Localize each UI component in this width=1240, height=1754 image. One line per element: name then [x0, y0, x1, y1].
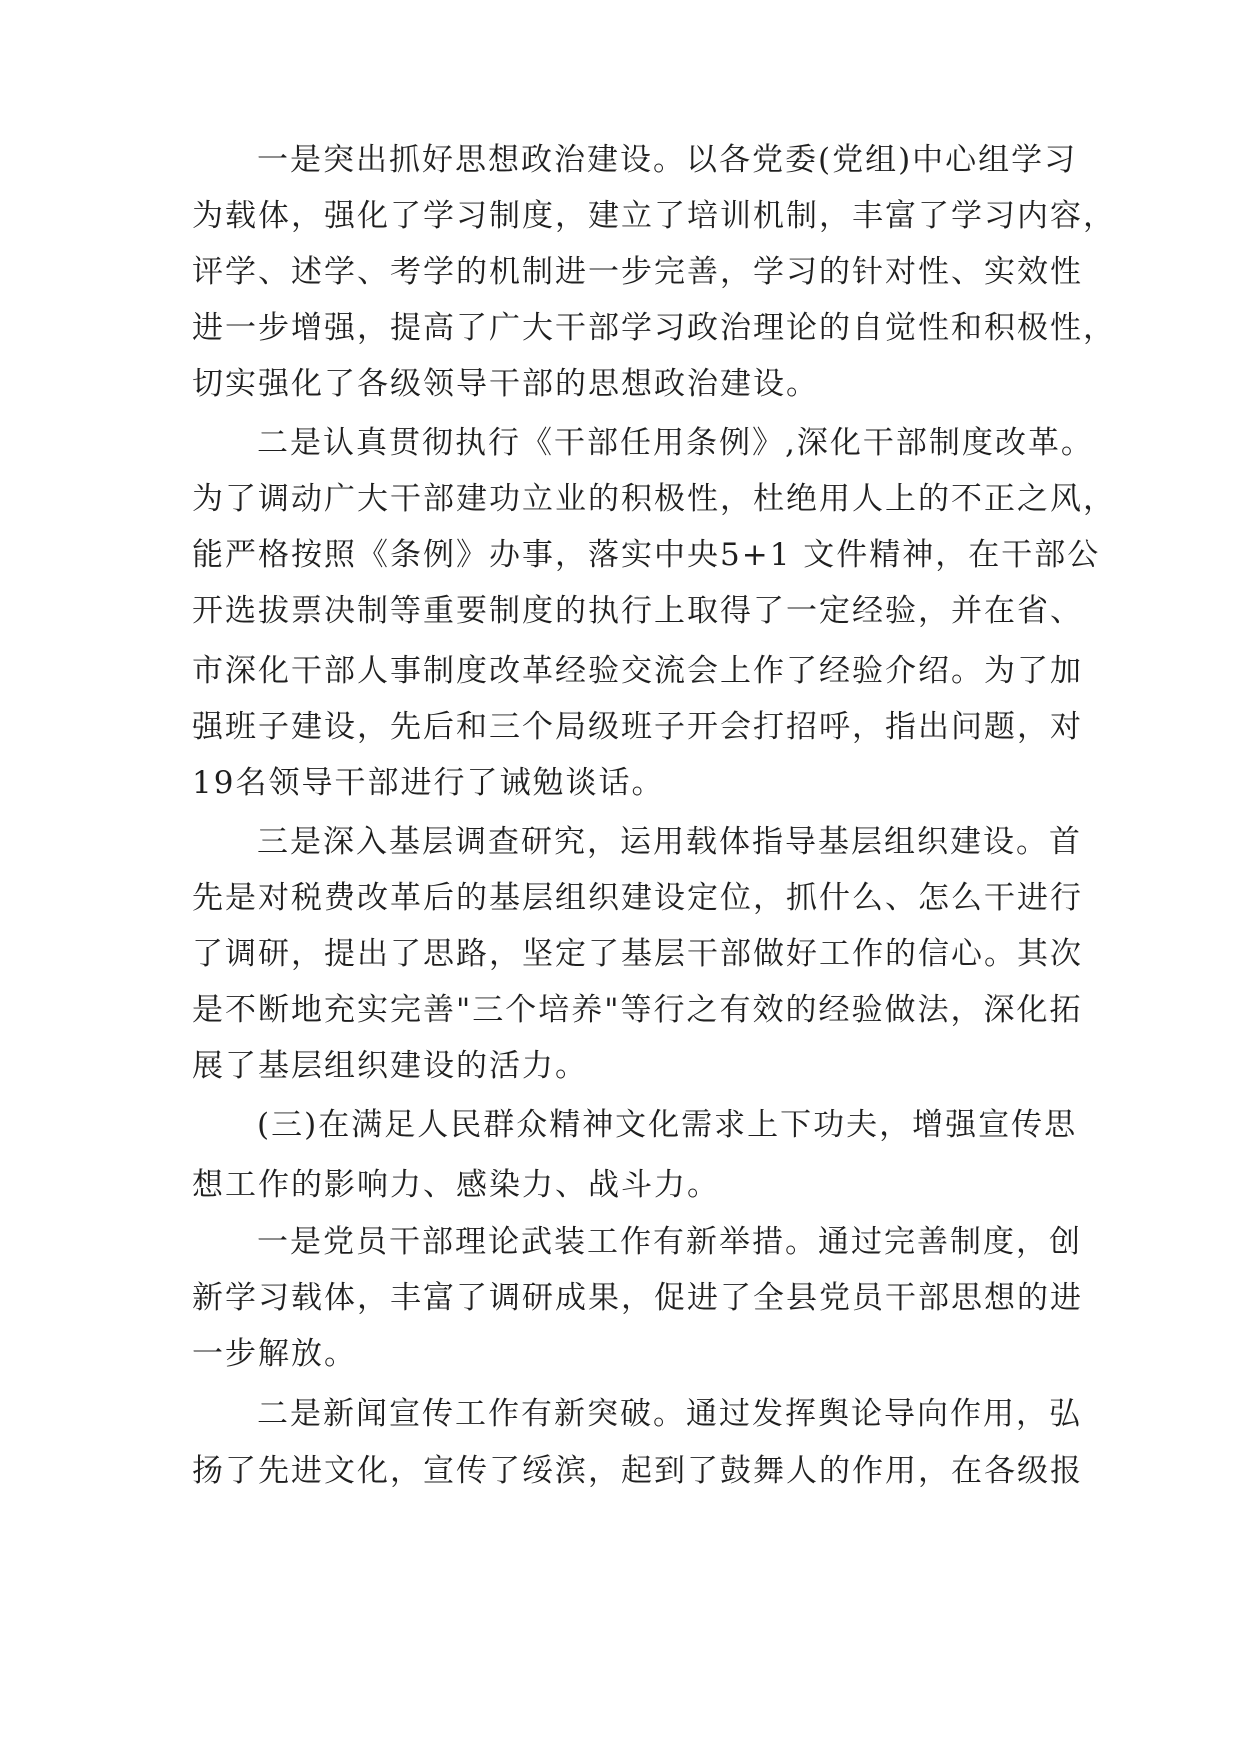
paragraph-2-line-7: 19名领导干部进行了诫勉谈话。: [192, 765, 665, 801]
paragraph-6-line-1: 二是新闻宣传工作有新突破。通过发挥舆论导向作用，弘: [257, 1396, 1082, 1432]
paragraph-5-line-3: 一步解放。: [192, 1336, 357, 1372]
paragraph-1-line-4: 进一步增强，提高了广大干部学习政治理论的自觉性和积极性，: [192, 310, 1116, 346]
paragraph-1-line-5: 切实强化了各级领导干部的思想政治建设。: [192, 366, 819, 402]
paragraph-1-line-1: 一是突出抓好思想政治建设。以各党委(党组)中心组学习: [257, 142, 1078, 178]
paragraph-1-line-3: 评学、述学、考学的机制进一步完善，学习的针对性、实效性: [192, 254, 1083, 290]
paragraph-6-line-2: 扬了先进文化，宣传了绥滨，起到了鼓舞人的作用，在各级报: [192, 1453, 1083, 1489]
paragraph-2-line-6: 强班子建设，先后和三个局级班子开会打招呼，指出问题，对: [192, 709, 1083, 745]
paragraph-1-line-2: 为载体，强化了学习制度，建立了培训机制，丰富了学习内容，: [192, 198, 1116, 234]
paragraph-5-line-2: 新学习载体，丰富了调研成果，促进了全县党员干部思想的进: [192, 1280, 1083, 1316]
paragraph-3-line-3: 了调研，提出了思路，坚定了基层干部做好工作的信心。其次: [192, 936, 1083, 972]
paragraph-5-line-1: 一是党员干部理论武装工作有新举措。通过完善制度，创: [257, 1224, 1082, 1260]
paragraph-2-line-5: 市深化干部人事制度改革经验交流会上作了经验介绍。为了加: [192, 653, 1083, 689]
section-heading-line-2: 想工作的影响力、感染力、战斗力。: [192, 1167, 720, 1203]
paragraph-3-line-2: 先是对税费改革后的基层组织建设定位，抓什么、怎么干进行: [192, 880, 1083, 916]
paragraph-2-line-2: 为了调动广大干部建功立业的积极性，杜绝用人上的不正之风，: [192, 481, 1116, 517]
section-heading-line-1: (三)在满足人民群众精神文化需求上下功夫，增强宣传思: [257, 1107, 1078, 1143]
paragraph-3-line-4: 是不断地充实完善"三个培养"等行之有效的经验做法，深化拓: [192, 992, 1083, 1028]
paragraph-3-line-1: 三是深入基层调查研究，运用载体指导基层组织建设。首: [257, 824, 1082, 860]
paragraph-2-line-3: 能严格按照《条例》办事，落实中央5+1 文件精神，在干部公: [192, 537, 1101, 573]
paragraph-2-line-4: 开选拔票决制等重要制度的执行上取得了一定经验，并在省、: [192, 593, 1083, 629]
paragraph-2-line-1: 二是认真贯彻执行《干部任用条例》,深化干部制度改革。: [257, 425, 1094, 461]
paragraph-3-line-5: 展了基层组织建设的活力。: [192, 1048, 588, 1084]
